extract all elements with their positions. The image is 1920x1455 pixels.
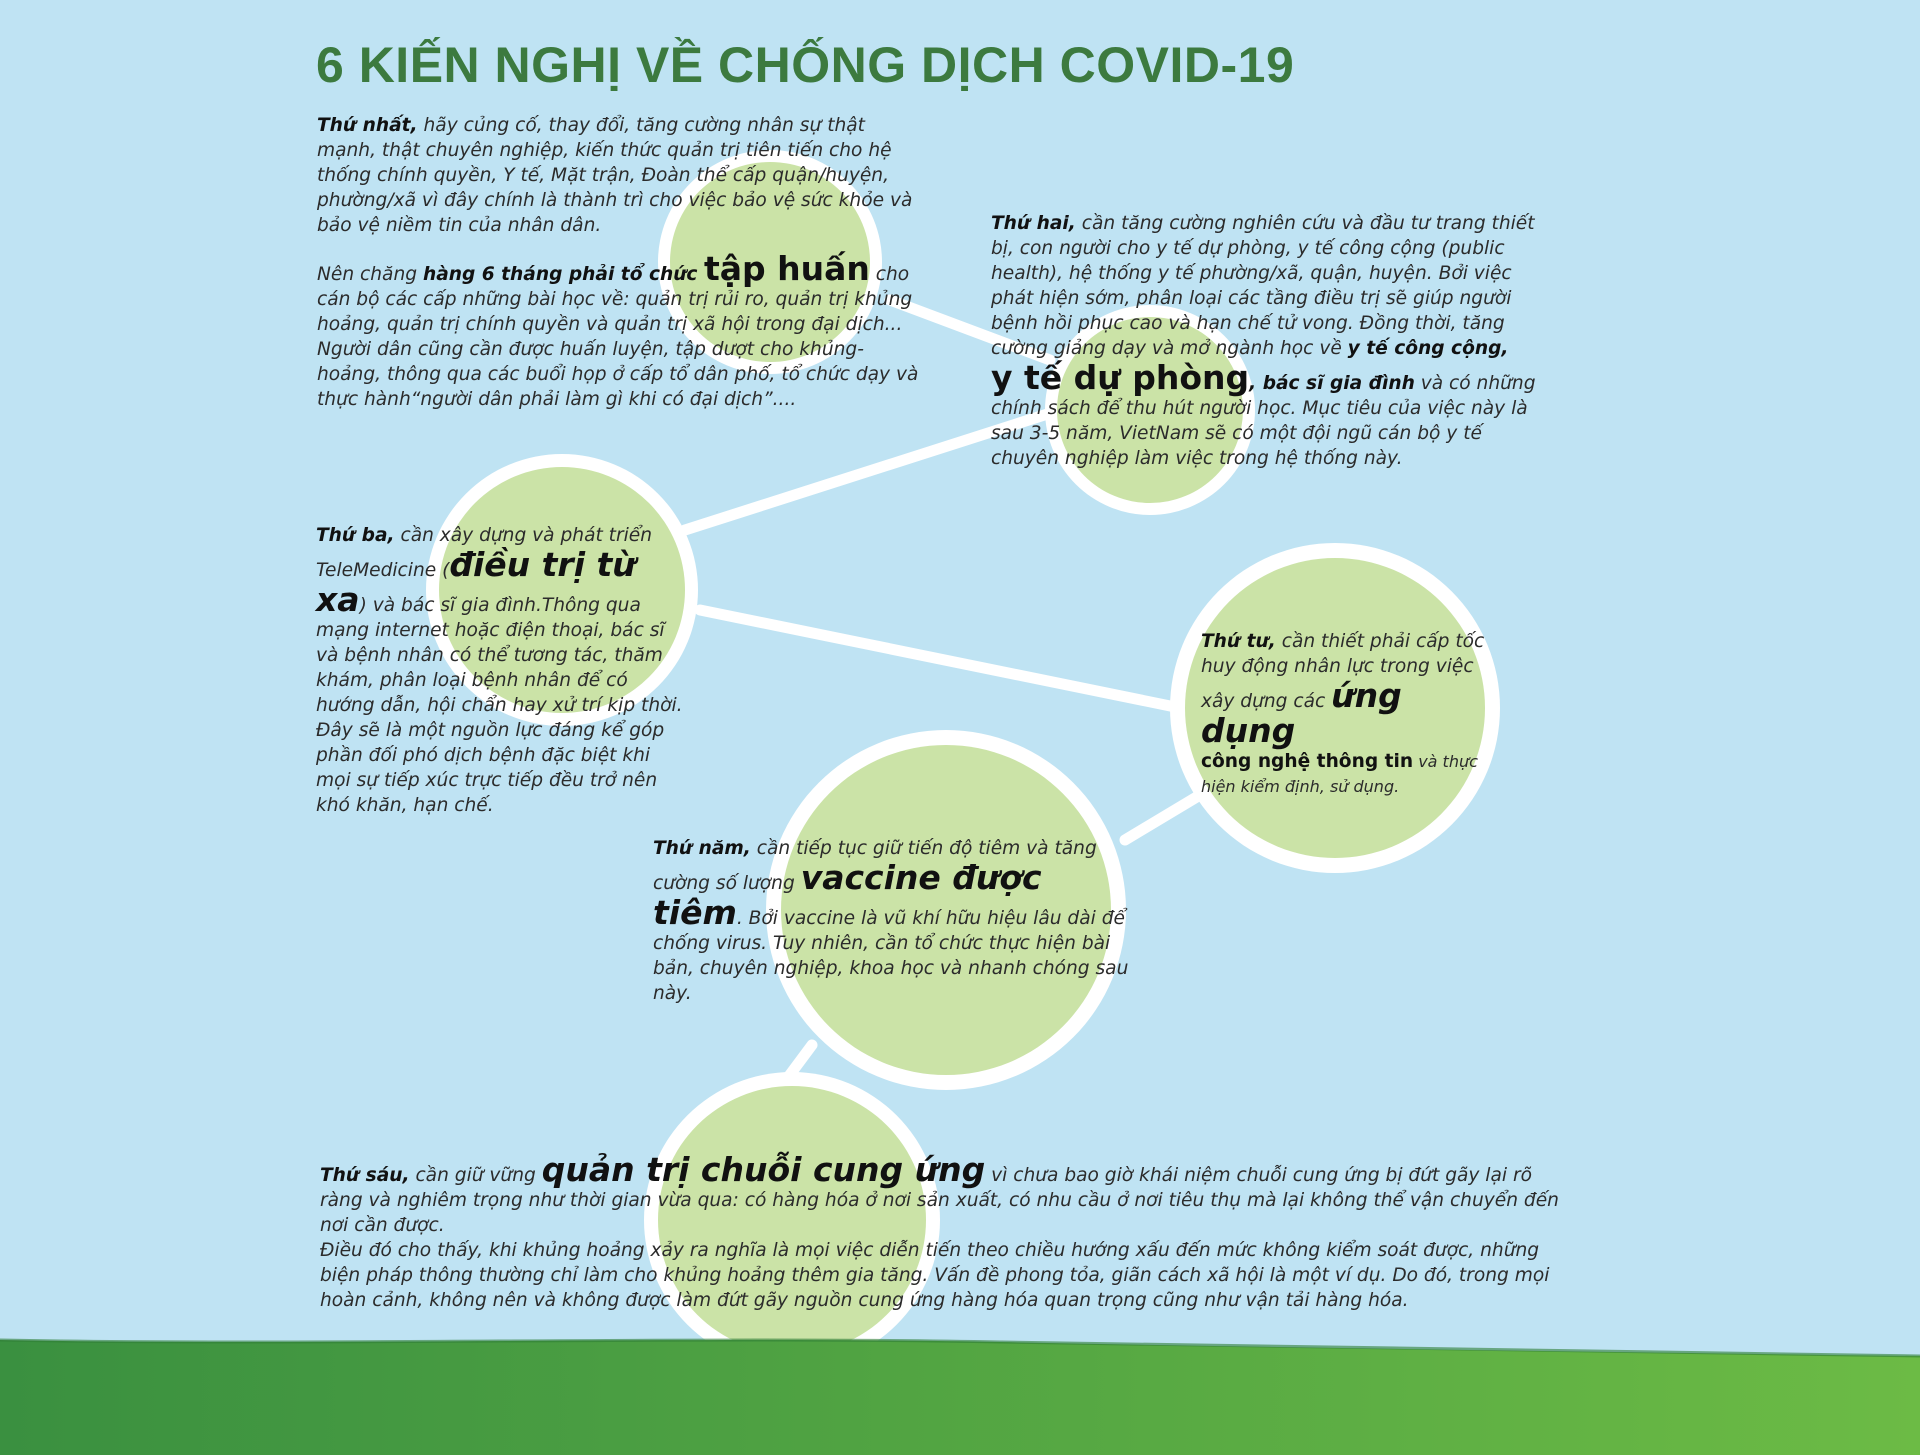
recommendation-2-paragraph [991,211,1536,471]
recommendation-3-text-c: Đây sẽ là một nguồn lực đáng kể góp phần đối phó dịch bệnh đặc biệt khi mọi sự tiếp xúc trực tiếp đều trở nên khó khăn, hạn chế. [316,720,665,816]
recommendation-2 [991,211,1536,471]
recommendation-1-text-c: cho cán bộ các cấp những bài học về: quản trị rủi ro, quản trị khủng hoảng, quản trị chính quyền và quản trị xã hội trong đại dịch... Người dân cũng cần được huấn luyện, tập dượt cho khủng-hoảng, thông qua các buổi họp ở cấp tổ dân phố, tổ chức dạy và thực hành“người dân phải làm gì khi có đại dịch”.... [317,264,919,410]
recommendation-1-paragraph-2 [317,249,922,412]
recommendation-6-text-b: vì chưa bao giờ khái niệm chuỗi cung ứng bị đứt gãy lại rõ ràng và nghiêm trọng như thời gian vừa qua: có hàng hóa ở nơi sản xuất, có nhu cầu ở nơi tiêu thụ mà lại không thể vận chuyển đến nơi cần được. [320,1165,1559,1236]
recommendation-3-lead: Thứ ba, [316,525,395,546]
recommendation-6-paragraph-2 [320,1238,1560,1313]
recommendation-5-highlight: vaccine được tiêm [653,858,1042,932]
recommendation-1-bold: hàng 6 tháng phải tổ chức [422,264,704,285]
recommendation-4-highlight: ứng dụng [1201,676,1402,750]
recommendation-3-paragraph-2 [316,718,686,818]
connector-line-4-5 [1125,795,1200,840]
recommendation-1-text-a: hãy củng cố, thay đổi, tăng cường nhân sự thật mạnh, thật chuyên nghiệp, kiến thức quản trị tiên tiến cho hệ thống chính quyền, Y tế, Mặt trận, Đoàn thể cấp quận/huyện, phường/xã vì đây chính là thành trì cho việc bảo vệ sức khỏe và bảo vệ niềm tin của nhân dân. [317,115,913,236]
recommendation-5-lead: Thứ năm, [653,838,751,859]
recommendation-4-bold: công nghệ thông tin [1201,751,1414,772]
recommendation-1-paragraph-1 [317,113,922,238]
recommendation-5-paragraph [653,836,1133,1006]
recommendation-1-text-b: Nên chăng [317,264,423,285]
connector-line-3-4 [700,610,1180,708]
recommendation-5-text-a: cần tiếp tục giữ tiến độ tiêm và tăng cường số lượng [653,838,1097,894]
recommendation-6-text-c: Điều đó cho thấy, khi khủng hoảng xảy ra nghĩa là mọi việc diễn tiến theo chiều hướng xấu đến mức không kiểm soát được, những biện pháp thông thường chỉ làm cho khủng hoảng thêm gia tăng. Vấn đề phong tỏa, giãn cách xã hội là một ví dụ. Do đó, trong mọi hoàn cảnh, không nên và không được làm đứt gãy nguồn cung ứng hàng hóa quan trọng cũng như vận tải hàng hóa. [320,1240,1550,1311]
recommendation-3-text-b: ) và bác sĩ gia đình.Thông qua mạng internet hoặc điện thoại, bác sĩ và bệnh nhân có thể tương tác, thăm khám, phân loại bệnh nhân để có hướng dẫn, hội chẩn hay xử trí kịp thời. [316,595,683,716]
recommendation-3-text-a: cần xây dựng và phát triển TeleMedicine ( [316,525,652,581]
recommendation-4 [1201,629,1501,799]
recommendation-4-lead: Thứ tư, [1201,631,1276,652]
recommendation-3-highlight: điều trị từ xa [316,545,636,619]
recommendation-6-highlight: quản trị chuỗi cung ứng [541,1150,986,1189]
recommendation-1-highlight: tập huấn [703,249,870,288]
recommendation-2-bold-a: y tế công cộng, [1347,338,1509,359]
recommendation-2-lead: Thứ hai, [991,213,1076,234]
recommendation-2-highlight: y tế dự phòng [991,358,1250,397]
recommendation-6 [320,1150,1560,1313]
recommendation-6-text-a: cần giữ vững [409,1165,542,1186]
recommendation-4-text-a: cần thiết phải cấp tốc huy động nhân lực trong việc xây dựng các [1201,631,1485,712]
recommendation-2-bold-b: , bác sĩ gia đình [1249,373,1415,394]
recommendation-2-text-b: và có những chính sách để thu hút người học. Mục tiêu của việc này là sau 3-5 năm, VietNam sẽ có một đội ngũ cán bộ y tế chuyên nghiệp làm việc trong hệ thống này. [991,373,1536,469]
page-title: 6 KIẾN NGHỊ VỀ CHỐNG DỊCH COVID-19 [316,37,1295,93]
recommendation-5 [653,836,1133,1006]
recommendation-6-paragraph-1 [320,1150,1560,1238]
recommendation-2-text-a: cần tăng cường nghiên cứu và đầu tư trang thiết bị, con người cho y tế dự phòng, y tế công cộng (public health), hệ thống y tế phường/xã, quận, huyện. Bởi việc phát hiện sớm, phân loại các tầng điều trị sẽ giúp người bệnh hồi phục cao và hạn chế tử vong. Đồng thời, tăng cường giảng dạy và mở ngành học về [991,213,1535,359]
recommendation-1 [317,113,922,412]
recommendation-4-text-b: và thực hiện kiểm định, sử dụng. [1201,752,1478,796]
recommendation-3 [316,523,686,818]
recommendation-6-lead: Thứ sáu, [320,1165,410,1186]
ground-band [0,1340,1920,1455]
recommendation-5-text-b: . Bởi vaccine là vũ khí hữu hiệu lâu dài để chống virus. Tuy nhiên, cần tổ chức thực hiện bài bản, chuyên nghiệp, khoa học và nhanh chóng sau này. [653,908,1129,1004]
recommendation-1-lead: Thứ nhất, [317,115,418,136]
recommendation-3-paragraph-1 [316,523,686,718]
recommendation-4-paragraph [1201,629,1501,799]
